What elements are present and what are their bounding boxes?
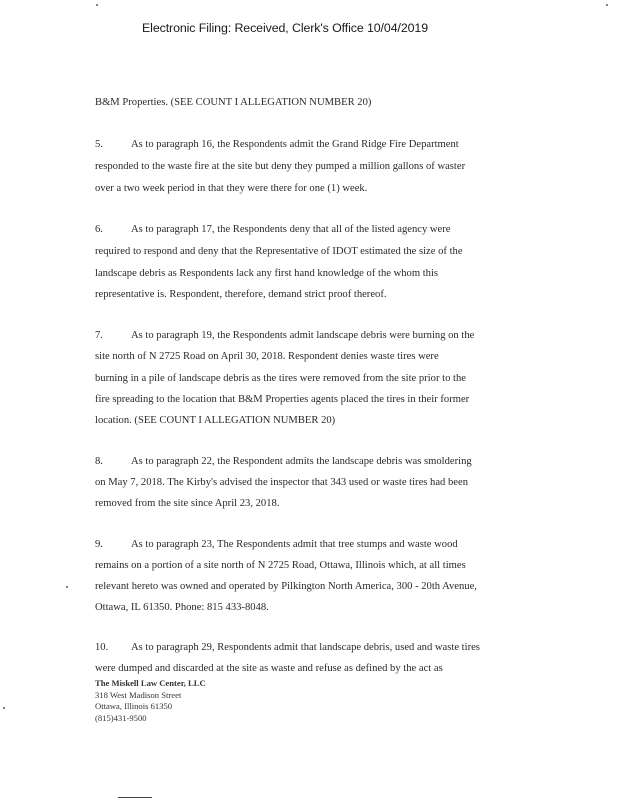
paragraph-6-line-4: representative is. Respondent, therefore, demand strict proof thereof. [95, 289, 387, 300]
paragraph-10-line-2: were dumped and discarded at the site as waste and refuse as defined by the act as [95, 663, 443, 674]
scan-artifact-dot [606, 4, 608, 6]
paragraph-number: 7. [95, 330, 103, 341]
law-firm-footer [95, 678, 206, 724]
firm-phone: (815)431-9500 [95, 712, 147, 723]
paragraph-number: 8. [95, 456, 103, 467]
paragraph-6-line-1 [95, 224, 450, 235]
paragraph-7-line-3: burning in a pile of landscape debris as the tires were removed from the site prior to the [95, 373, 466, 384]
scan-artifact-dot [3, 707, 5, 709]
firm-name: The Miskell Law Center, LLC [95, 678, 206, 688]
paragraph-6-line-3: landscape debris as Respondents lack any first hand knowledge of the whom this [95, 268, 439, 279]
paragraph-text: As to paragraph 17, the Respondents deny that all of the listed agency were [131, 224, 451, 235]
paragraph-text: As to paragraph 23, The Respondents admit that tree stumps and waste wood [131, 539, 458, 550]
paragraph-8-line-1 [95, 456, 472, 467]
intro-line: B&M Properties. (SEE COUNT I ALLEGATION NUMBER 20) [95, 97, 372, 108]
paragraph-9-line-1 [95, 539, 458, 550]
paragraph-7-line-2: site north of N 2725 Road on April 30, 2018. Respondent denies waste tires were [95, 351, 439, 362]
scan-artifact-line [118, 797, 152, 798]
paragraph-number: 9. [95, 539, 103, 550]
paragraph-9-line-4: Ottawa, IL 61350. Phone: 815 433-8048. [95, 602, 269, 613]
scan-artifact-dot [66, 586, 68, 588]
paragraph-text: As to paragraph 16, the Respondents admit the Grand Ridge Fire Department [131, 139, 459, 150]
paragraph-9-line-2: remains on a portion of a site north of N 2725 Road, Ottawa, Illinois which, at all times [95, 560, 466, 571]
paragraph-8-line-3: removed from the site since April 23, 2018. [95, 498, 280, 509]
paragraph-number: 5. [95, 139, 103, 150]
paragraph-text: As to paragraph 22, the Respondent admits the landscape debris was smoldering [131, 456, 472, 467]
paragraph-8-line-2: on May 7, 2018. The Kirby's advised the inspector that 343 used or waste tires had been [95, 477, 469, 488]
paragraph-6-line-2: required to respond and deny that the Representative of IDOT estimated the size of the [95, 246, 463, 257]
paragraph-text: As to paragraph 19, the Respondents admit landscape debris were burning on the [131, 330, 475, 341]
paragraph-5-line-2: responded to the waste fire at the site but deny they pumped a million gallons of waster [95, 161, 466, 172]
firm-street: 318 West Madison Street [95, 689, 182, 700]
paragraph-7-line-4: fire spreading to the location that B&M Properties agents placed the tires in their former [95, 394, 470, 405]
firm-city: Ottawa, Illinois 61350 [95, 701, 173, 711]
paragraph-7-line-1 [95, 330, 474, 341]
paragraph-number: 6. [95, 224, 103, 235]
scan-artifact-dot [96, 4, 98, 6]
paragraph-9-line-3: relevant hereto was owned and operated by Pilkington North America, 300 - 20th Avenue, [95, 581, 477, 592]
paragraph-10-line-1 [95, 642, 480, 653]
paragraph-text: As to paragraph 29, Respondents admit that landscape debris, used and waste tires [131, 642, 480, 653]
filing-stamp: Electronic Filing: Received, Clerk's Office 10/04/2019 [142, 21, 428, 35]
paragraph-5-line-1 [95, 139, 459, 150]
paragraph-7-line-5: location. (SEE COUNT I ALLEGATION NUMBER 20) [95, 415, 336, 426]
paragraph-5-line-3: over a two week period in that they were there for one (1) week. [95, 183, 368, 194]
paragraph-number: 10. [95, 642, 109, 653]
